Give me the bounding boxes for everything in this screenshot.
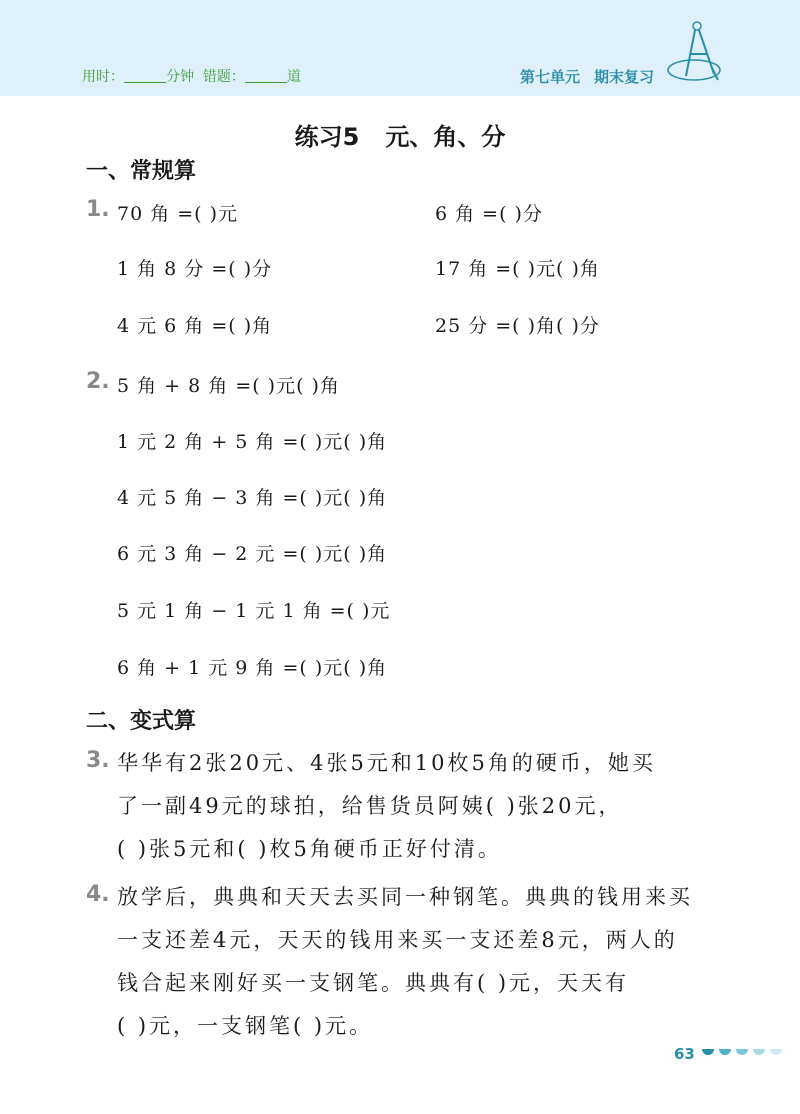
header-wave [0, 86, 800, 102]
q4-line-3: 钱合起来刚好买一支钢笔。典典有( )元，天天有 [117, 971, 630, 995]
question-number-4: 4. [86, 882, 110, 907]
q1-item-b: 6 角 =( )分 [435, 203, 543, 225]
time-label: 用时： [82, 69, 124, 85]
unit-label [520, 66, 668, 87]
question-number-3: 3. [86, 748, 110, 773]
error-unit: 道 [286, 69, 301, 85]
review-name: 期末复习 [594, 68, 655, 86]
q2-item-e: 5 元 1 角 − 1 元 1 角 =( )元 [117, 600, 391, 622]
q4-line-4: ( )元，一支钢笔( )元。 [117, 1014, 374, 1038]
time-blank[interactable] [124, 82, 166, 83]
question-number-1: 1. [86, 197, 110, 222]
time-unit: 分钟 [166, 69, 194, 85]
q1-item-a: 70 角 =( )元 [117, 203, 239, 225]
q2-item-d: 6 元 3 角 − 2 元 =( )元( )角 [117, 543, 388, 565]
title-topic: 元、角、分 [385, 123, 506, 151]
q2-item-f: 6 角 + 1 元 9 角 =( )元( )角 [117, 657, 388, 679]
q1-item-f: 25 分 =( )角( )分 [435, 315, 600, 337]
time-error-record [82, 66, 301, 86]
error-label: 错题： [202, 69, 245, 85]
q4-line-1: 放学后，典典和天天去买同一种钢笔。典典的钱用来买 [117, 885, 693, 909]
q3-line-1: 华华有2张20元、4张5元和10枚5角的硬币，她买 [117, 751, 656, 775]
q1-item-d: 17 角 =( )元( )角 [435, 258, 600, 280]
error-blank[interactable] [245, 82, 287, 83]
compass-icon [664, 18, 730, 88]
page-header [0, 0, 800, 96]
section-heading-2: 二、变式算 [86, 709, 197, 734]
q2-item-a: 5 角 + 8 角 =( )元( )角 [117, 375, 340, 397]
unit-name: 第七单元 [520, 68, 581, 86]
page-title [0, 117, 800, 152]
page-number: 63 [674, 1045, 695, 1063]
page-decoration-dots [700, 1047, 790, 1061]
q2-item-c: 4 元 5 角 − 3 角 =( )元( )角 [117, 487, 388, 509]
q3-line-3: ( )张5元和( )枚5角硬币正好付清。 [117, 837, 502, 861]
title-prefix: 练习5 [294, 123, 360, 151]
q4-line-2: 一支还差4元，天天的钱用来买一支还差8元，两人的 [117, 928, 678, 952]
q2-item-b: 1 元 2 角 + 5 角 =( )元( )角 [117, 431, 388, 453]
question-number-2: 2. [86, 369, 110, 394]
section-heading-1: 一、常规算 [86, 159, 197, 184]
q1-item-c: 1 角 8 分 =( )分 [117, 258, 273, 280]
q3-line-2: 了一副49元的球拍，给售货员阿姨( )张20元， [117, 794, 623, 818]
q1-item-e: 4 元 6 角 =( )角 [117, 315, 273, 337]
